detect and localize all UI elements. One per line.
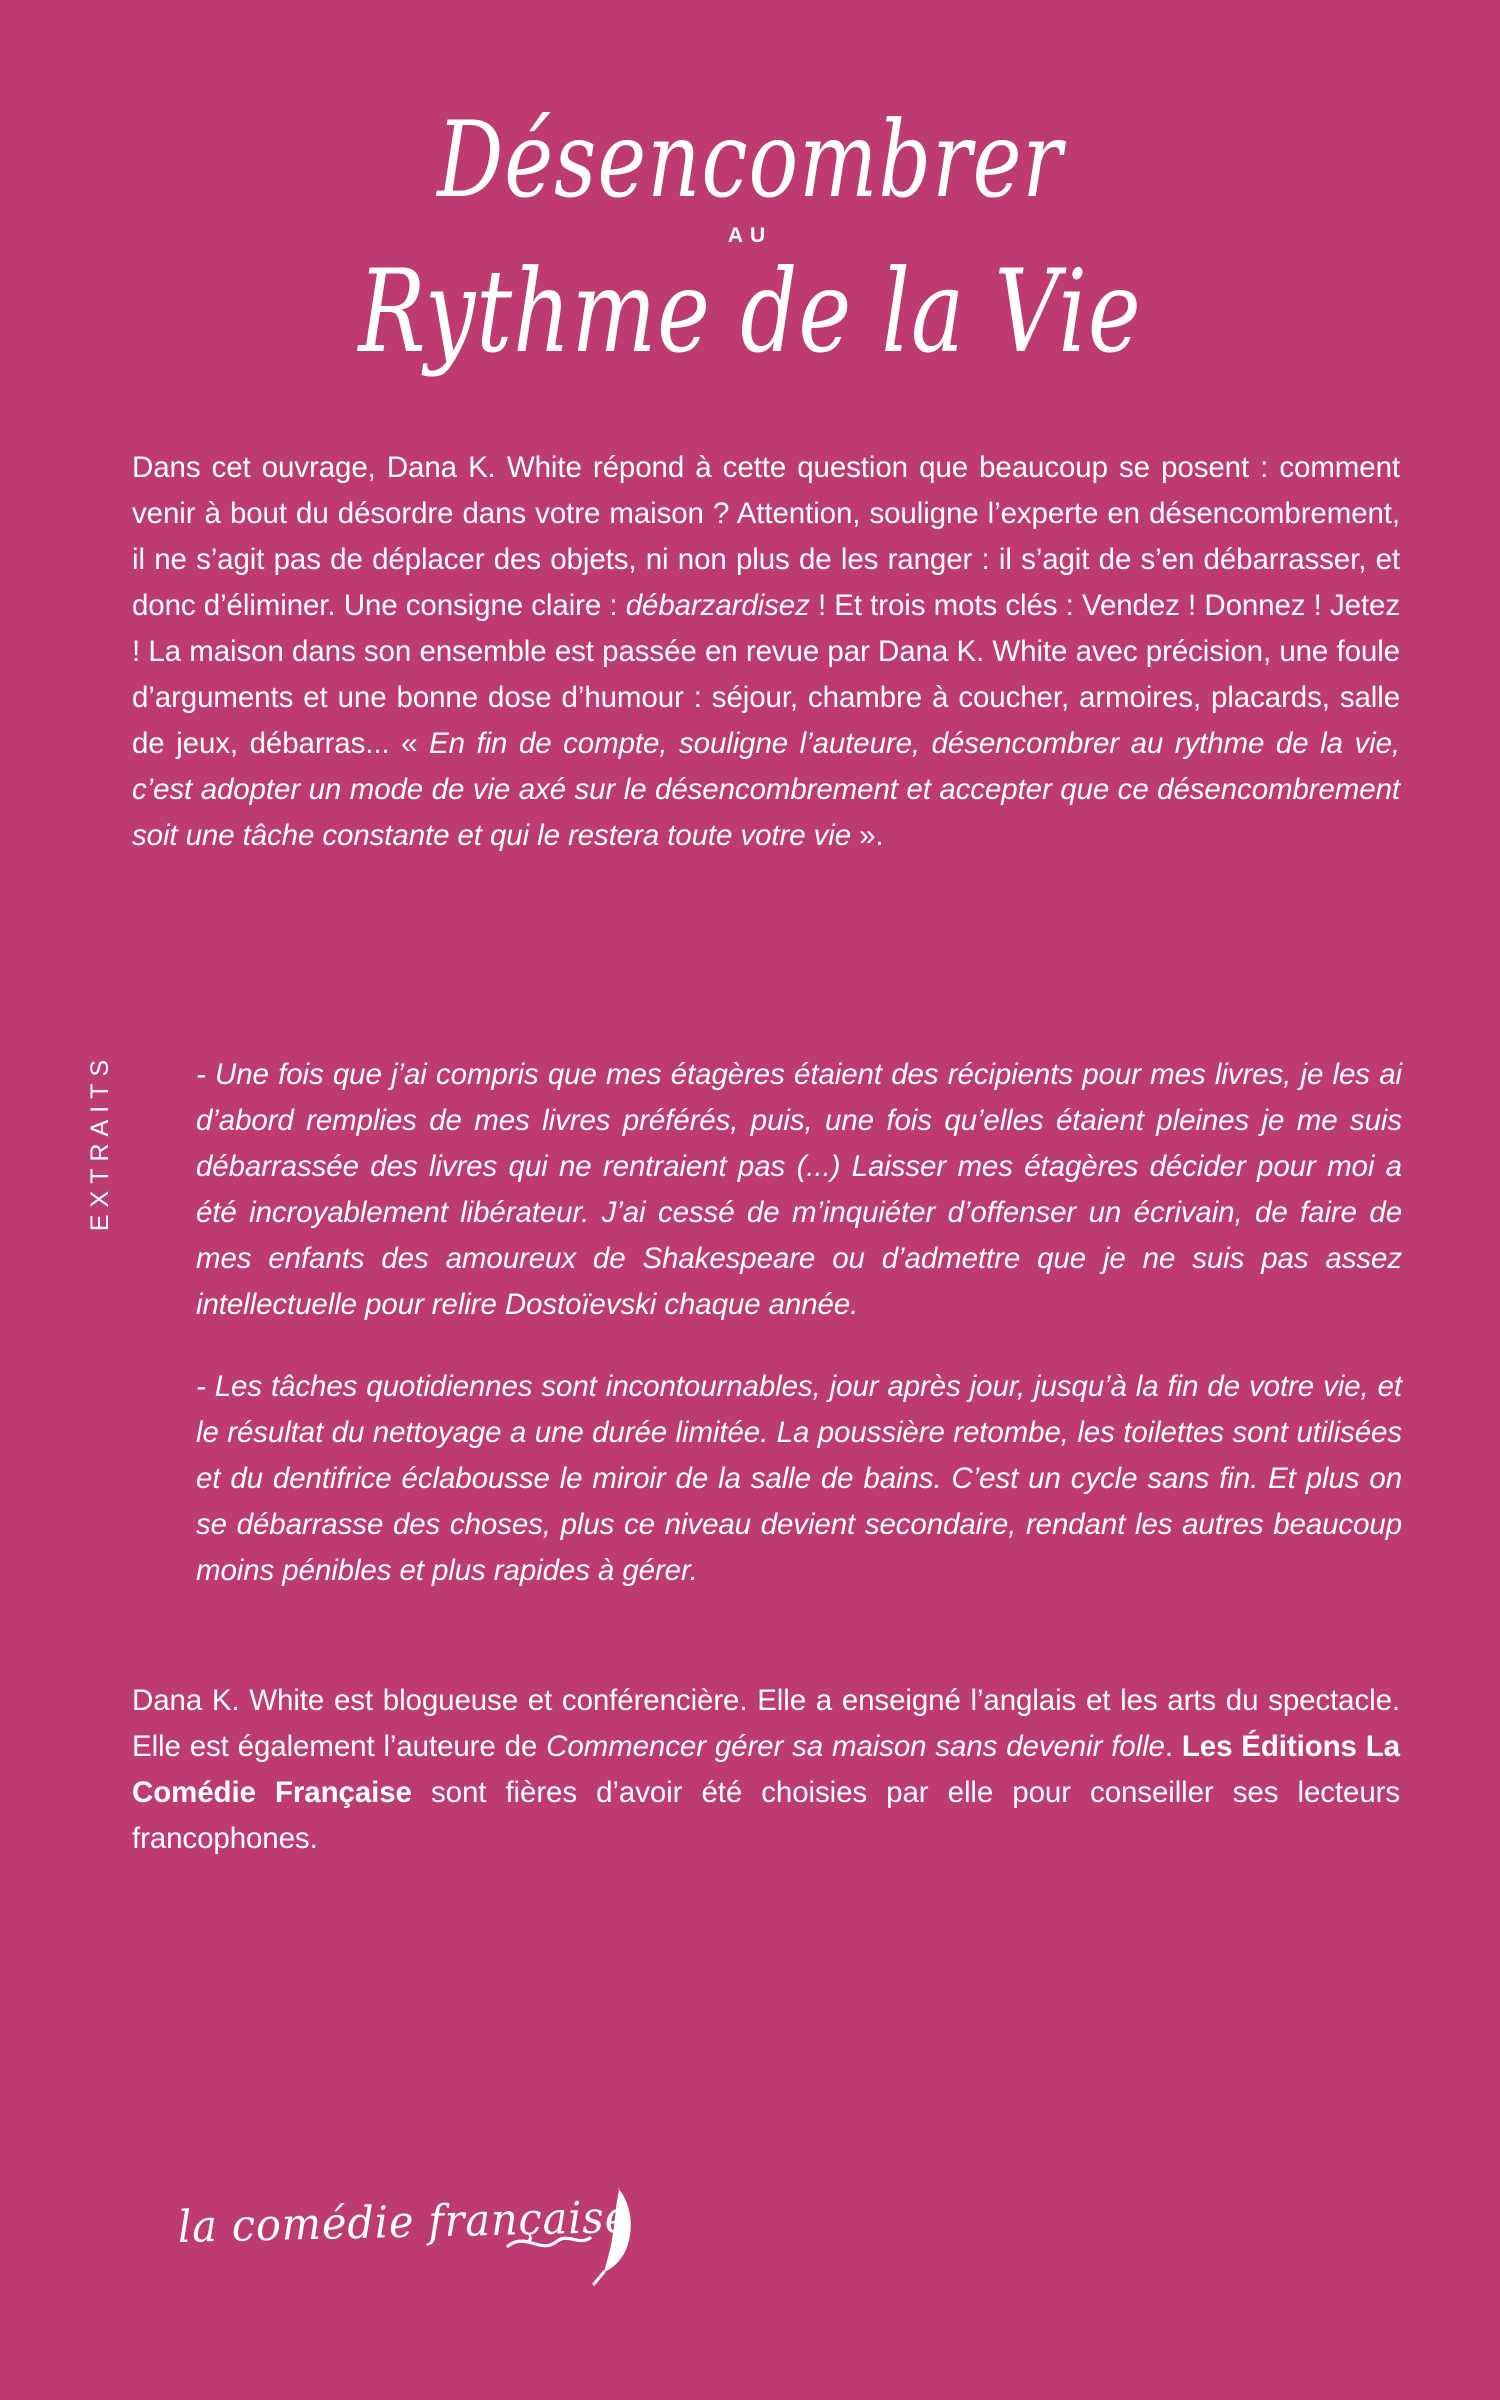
intro-text-part2: ! Et trois mots clés : Vendez ! Donnez ! Jetez ! La maison dans son ensemble est passée en revue par Dana K. White avec précision, une foule d’arguments et une bonne dose d’humour : séjour, chambre à coucher, armoires, placards, salle de jeux, débarras... « — [132, 589, 1400, 760]
author-note-part3: sont fières d’avoir été choisies par elle pour conseiller ses lecteurs francophones. — [132, 1776, 1400, 1855]
intro-italic-quote: En fin de compte, souligne l’auteure, désencombrer au rythme de la vie, c’est adopter un mode de vie axé sur le désencombrement et accepter que ce désencombrement soit une tâche constante et qui le restera toute votre vie — [132, 727, 1400, 852]
title-block — [0, 99, 1500, 378]
intro-text-part1: Dans cet ouvrage, Dana K. White répond à cette question que beaucoup se posent : comment venir à bout du désordre dans votre maison ? Attention, souligne l’experte en désencombrement, il ne s’agit pas de déplacer des objets, ni non plus de les ranger : il s’agit de s’en débarrasser, et donc d’éliminer. Une consigne claire : — [132, 451, 1400, 622]
author-note-publisher-bold: Les Éditions La Comédie Française — [132, 1730, 1400, 1809]
intro-italic-debarzardisez: débarzardisez — [625, 589, 810, 622]
excerpts-section — [196, 1022, 1402, 1623]
intro-paragraph — [132, 445, 1400, 859]
author-note-part1: Dana K. White est blogueuse et conférencière. Elle a enseigné l’anglais et les arts du spectacle. Elle est également l’auteure de — [132, 1684, 1400, 1763]
book-title-sub: Rythme de la Vie — [358, 245, 1142, 378]
intro-text-part3: ». — [851, 819, 884, 852]
author-note-paragraph — [132, 1678, 1400, 1862]
excerpt-item: - Les tâches quotidiennes sont incontournables, jour après jour, jusqu’à la fin de votre vie, et le résultat du nettoyage a une durée limitée. La poussière retombe, les toilettes sont utilisées et du dentifrice éclabousse le miroir de la salle de bains. C’est un cycle sans fin. Et plus on se débarrasse des choses, plus ce niveau devient secondaire, rendant les autres beaucoup moins pénibles et plus rapides à gérer. — [196, 1369, 1402, 1587]
author-note-italic-title: Commencer gérer sa maison sans devenir folle — [546, 1730, 1165, 1763]
publisher-logo-wordmark: la comédie française — [177, 2191, 631, 2253]
excerpt-item: - Une fois que j’ai compris que mes étagères étaient des récipients pour mes livres, je les ai d’abord remplies de mes livres préférés, puis, une fois qu’elles étaient pleines je me suis débarrassée des livres qui ne rentraient pas (...) Laisser mes étagères décider pour moi a été incroyablement libérateur. J’ai cessé de m’inquiéter d’offenser un écrivain, de faire de mes enfants des amoureux de Shakespeare ou d’admettre que je ne suis pas assez intellectuelle pour relire Dostoïevski chaque année. — [196, 1057, 1402, 1321]
extraits-vertical-label: EXTRAITS — [86, 1052, 114, 1232]
publisher-logo — [178, 2180, 738, 2330]
author-note-part2: . — [1164, 1730, 1182, 1763]
book-title-connector: AU — [727, 223, 773, 247]
book-title-main: Désencombrer — [437, 99, 1063, 222]
